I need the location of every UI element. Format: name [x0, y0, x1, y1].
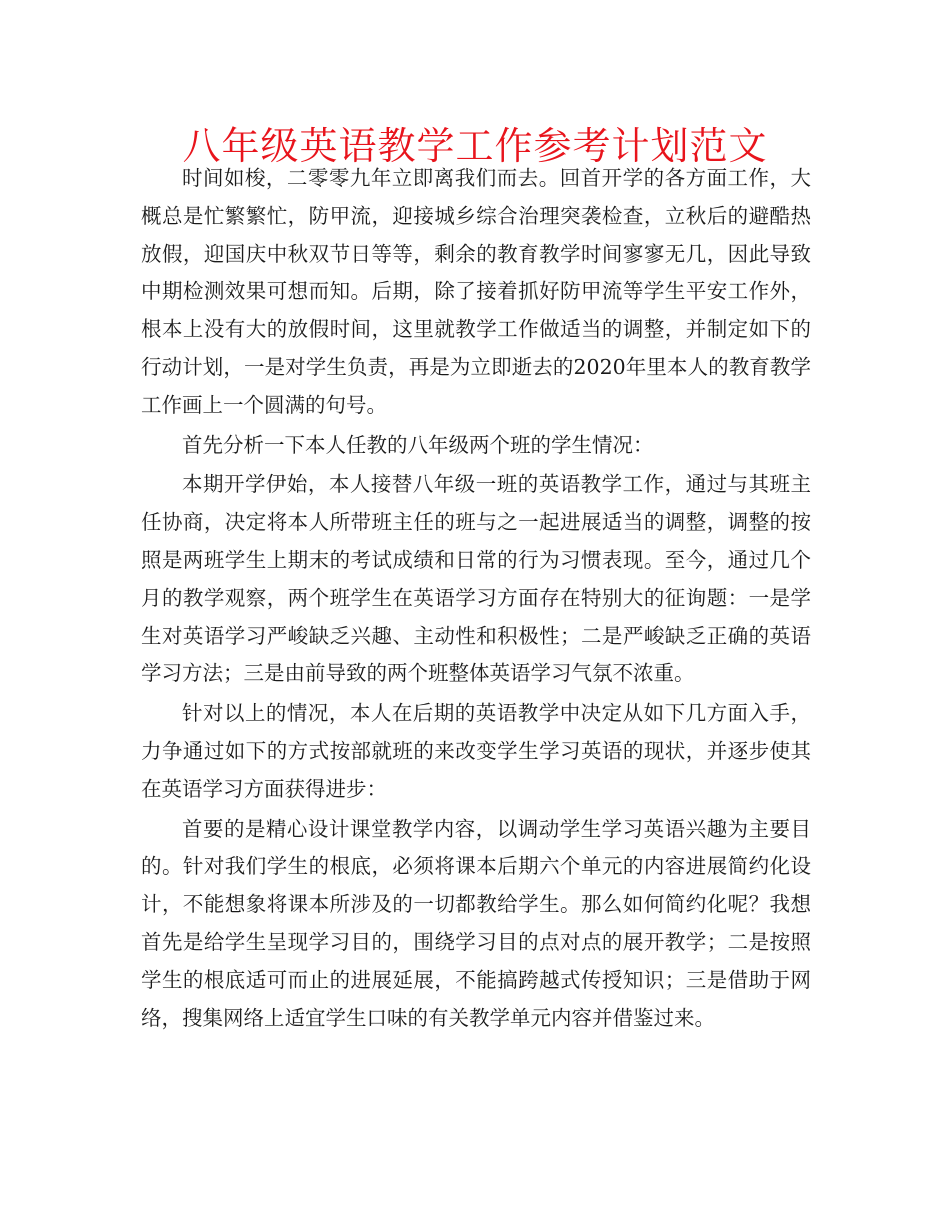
paragraph: 首要的是精心设计课堂教学内容，以调动学生学习英语兴趣为主要目的。针对我们学生的根底，必须将课本后期六个单元的内容进展简约化设计，不能想象将课本所涉及的一切都教给学生。那么如何简约化呢？我想首先是给学生呈现学习目的，围绕学习目的点对点的展开教学；二是按照学生的根底适可而止的进展延展，不能搞跨越式传授知识；三是借助于网络，搜集网络上适宜学生口味的有关教学单元内容并借鉴过来。 — [141, 816, 811, 1030]
document-title: 八年级英语教学工作参考计划范文 — [182, 124, 768, 168]
paragraph: 时间如梭，二零零九年立即离我们而去。回首开学的各方面工作，大概总是忙繁繁忙，防甲流，迎接城乡综合治理突袭检查，立秋后的避酷热放假，迎国庆中秋双节日等等，剩余的教育教学时间寥寥无几，因此导致中期检测效果可想而知。后期，除了接着抓好防甲流等学生平安工作外，根本上没有大的放假时间，这里就教学工作做适当的调整，并制定如下的行动计划，一是对学生负责，再是为立即逝去的2020年里本人的教育教学工作画上一个圆满的句号。 — [141, 166, 811, 417]
paragraph: 本期开学伊始，本人接替八年级一班的英语教学工作，通过与其班主任协商，决定将本人所带班主任的班与之一起进展适当的调整，调整的按照是两班学生上期末的考试成绩和日常的行为习惯表现。至今，通过几个月的教学观察，两个班学生在英语学习方面存在特别大的征询题：一是学生对英语学习严峻缺乏兴趣、主动性和积极性；二是严峻缺乏正确的英语学习方法；三是由前导致的两个班整体英语学习气氛不浓重。 — [141, 472, 811, 686]
paragraph: 针对以上的情况，本人在后期的英语教学中决定从如下几方面入手，力争通过如下的方式按部就班的来改变学生学习英语的现状，并逐步使其在英语学习方面获得进步： — [141, 701, 811, 801]
document-body — [141, 160, 811, 1039]
paragraph: 首先分析一下本人任教的八年级两个班的学生情况： — [182, 432, 654, 457]
